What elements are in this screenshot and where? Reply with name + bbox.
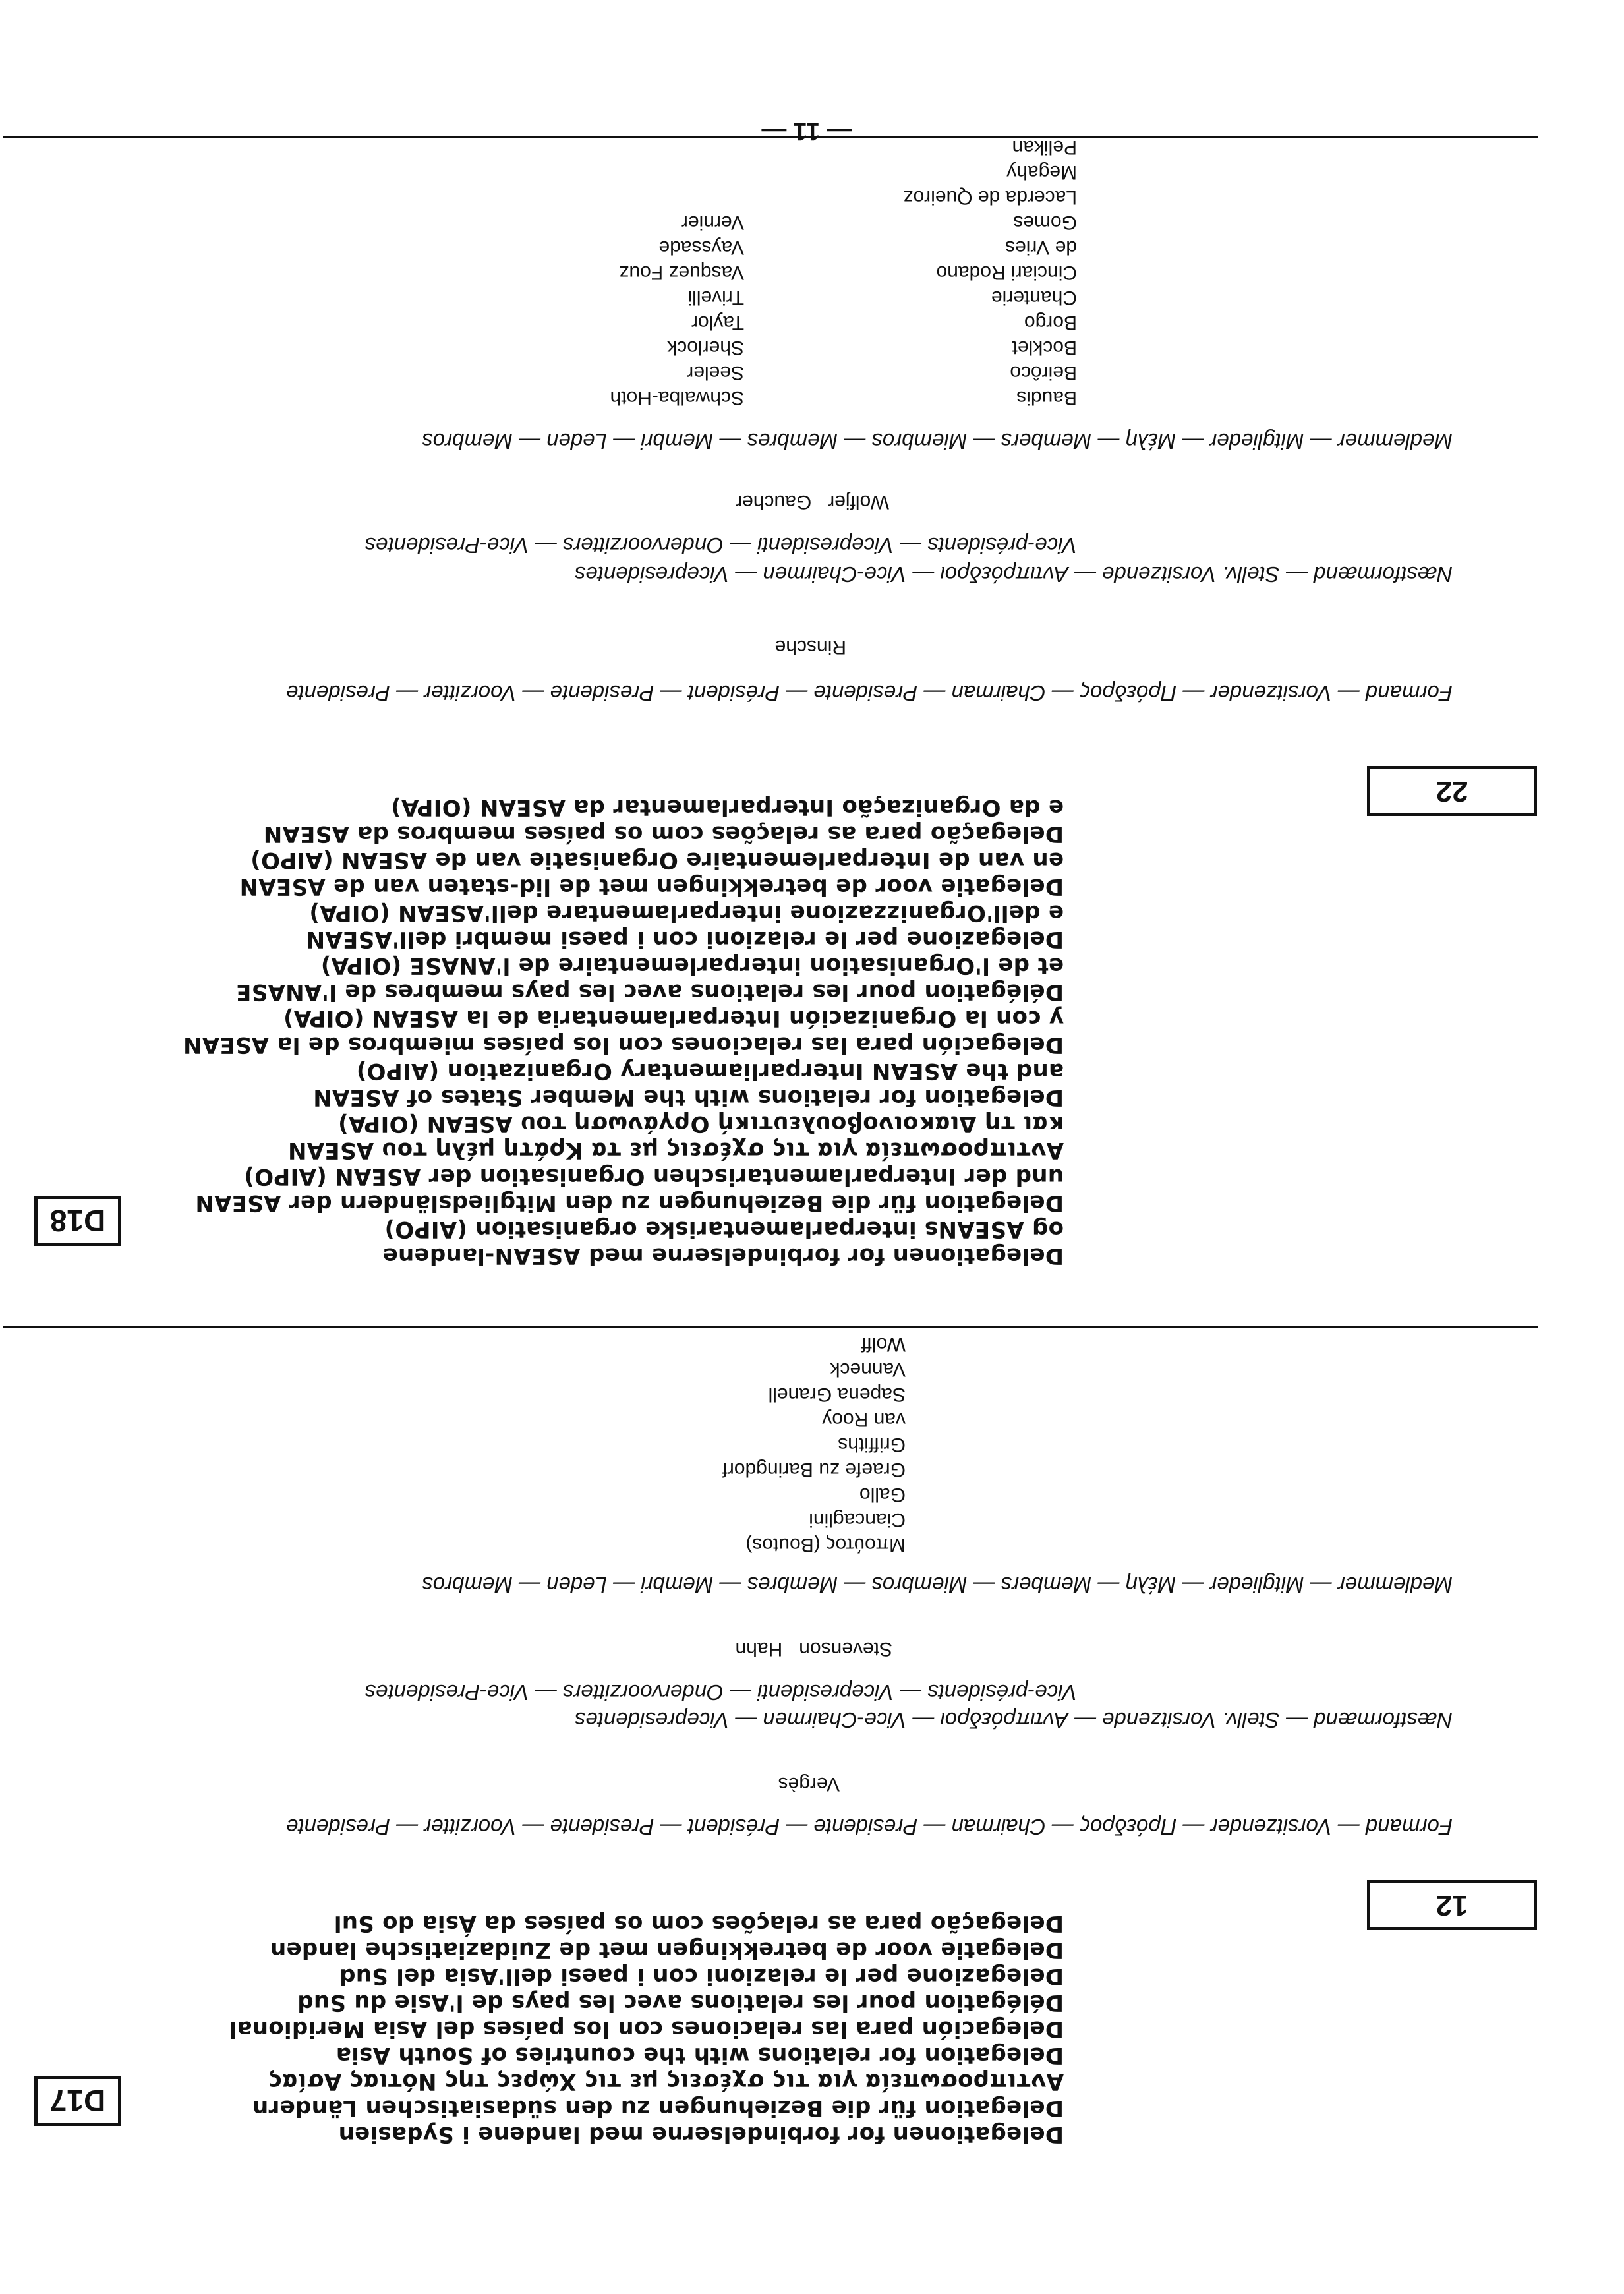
member-name: Schwalba-Hoth — [610, 387, 744, 409]
member-name: Pelikan — [1012, 136, 1077, 158]
title-line: Delegazione per le relazioni con i paesi dell'Asia del Sud — [339, 1963, 1064, 1989]
member-name: Gallo — [859, 1484, 906, 1506]
chair-name: Vergès — [778, 1773, 840, 1795]
member-name: Lacerda de Queiroz — [903, 187, 1077, 208]
title-line: Delegação para as relações com os países da Ásia do Sul — [334, 1910, 1064, 1937]
chair-label: Formand — Vorsitzender — Πρόεδρος — Chairman — Presidente — Président — Presidente — Voorzitter — Presidente — [286, 1815, 1453, 1839]
title-line: και τη Διακοινοβουλευτική Οργάνωση του ASEAN (OIPA) — [337, 1111, 1064, 1137]
member-name: Vanneck — [830, 1359, 906, 1380]
member-name: Griffiths — [838, 1434, 906, 1456]
title-line: Αντιπροσωπεία για τις σχέσεις με τα Κράτη μέλη του ASEAN — [287, 1137, 1064, 1163]
member-name: Sherlock — [667, 337, 744, 359]
title-line: Delegation for relations with the countries of South Asia — [335, 2042, 1064, 2069]
title-line: Delegatie voor de betrekkingen met de Zuidaziatische landen — [270, 1937, 1064, 1963]
title-line: Délégation pour les relations avec les pays de l'Asie du Sud — [297, 1989, 1064, 2016]
member-name: van Rooy — [822, 1409, 906, 1430]
members-label: Medlemmer — Mitglieder — Μέλη — Members — Miembros — Membres — Membri — Leden — Membros — [422, 1573, 1453, 1597]
delegation-code-d17: D17 — [34, 2076, 121, 2126]
member-name: Bocklet — [1012, 337, 1077, 359]
chair-name: Rinsche — [774, 636, 846, 658]
top-divider — [3, 136, 1538, 138]
title-line: Delegationen for forbindelserne med landene i Sydasien — [338, 2121, 1064, 2148]
delegation-code-d18: D18 — [34, 1196, 121, 1246]
title-line: y con la Organización Interparlamentaria de la ASEAN (OIPA) — [283, 1005, 1064, 1032]
title-line: und der Interparlamentarischen Organisation der ASEAN (AIPO) — [244, 1163, 1064, 1190]
member-name: Vayssade — [658, 237, 744, 258]
vice-chair-names: Stevenson Hahn — [735, 1638, 892, 1660]
title-line: e dell'Organizzazione interparlamentare dell'ASEAN (OIPA) — [309, 900, 1064, 926]
member-name: Wolff — [861, 1334, 906, 1355]
member-name: Borgo — [1024, 312, 1077, 334]
section-divider — [3, 1326, 1538, 1328]
title-line: et de l'Organisation interparlementaire de l'ANASE (OIPA) — [320, 953, 1064, 979]
member-name: Beirôco — [1010, 362, 1077, 384]
vice-chair-label-2: Vice-présidents — Vicepresidenti — Ondervoorzitters — Vice-Presidentes — [364, 533, 1077, 558]
member-name: Chanterie — [991, 287, 1077, 309]
members-label: Medlemmer — Mitglieder — Μέλη — Members — Miembros — Membres — Membri — Leden — Membros — [422, 429, 1453, 454]
member-name: Baudis — [1016, 387, 1077, 409]
title-line: Delegazione per le relazioni con i paesi membri dell'ASEAN — [306, 926, 1064, 953]
member-name: Μπούτος (Boutos) — [745, 1534, 906, 1556]
member-name: Ciancaglini — [809, 1509, 906, 1531]
vice-chair-label-2: Vice-présidents — Vicepresidenti — Ondervoorzitters — Vice-Presidentes — [364, 1680, 1077, 1705]
delegation-number-22: 22 — [1367, 766, 1537, 816]
member-name: de Vries — [1005, 237, 1077, 258]
member-name: Vernier — [681, 212, 744, 233]
title-line: e da Organização Interparlamentar da ASEAN (OIPA) — [390, 794, 1064, 821]
title-line: and the ASEAN Interparliamentary Organization (AIPO) — [356, 1058, 1064, 1084]
member-name: Vasquez Fouz — [619, 262, 744, 283]
members-list-left — [904, 134, 1078, 410]
title-line: og ASEANs interparlamentariske organisation (AIPO) — [384, 1216, 1064, 1243]
title-line: Délégation pour les relations avec les pays membres de l'ANASE — [235, 979, 1064, 1005]
members-list — [722, 1332, 906, 1557]
member-name: Taylor — [691, 312, 744, 334]
title-line: Delegación para las relaciones con los países miembros de la ASEAN — [183, 1032, 1064, 1058]
title-line: en van de Interparlementaire Organisatie van de ASEAN (AIPO) — [250, 847, 1064, 873]
delegation-title-d17 — [167, 1910, 1064, 2148]
members-list-right — [610, 210, 744, 410]
title-line: Delegación para las relaciones con los países del Asia Meridional — [229, 2016, 1064, 2042]
member-name: Graefe zu Baringdorf — [722, 1459, 906, 1481]
member-name: Megahy — [1006, 162, 1077, 183]
member-name: Sapena Granell — [768, 1384, 906, 1405]
member-name: Trivelli — [687, 287, 744, 309]
member-name: Cinciari Rodano — [936, 262, 1077, 283]
vice-chair-names: Wolfjer Gaucher — [736, 491, 889, 513]
member-name: Seeler — [687, 362, 744, 384]
vice-chair-label: Næstformænd — Stellv. Vorsitzende — Αντιπρόεδροι — Vice-Chairmen — Vicepresidentes — [574, 562, 1453, 587]
title-line: Delegation for relations with the Member States of ASEAN — [313, 1084, 1064, 1111]
delegation-title-d18 — [167, 794, 1064, 1269]
title-line: Delegation für die Beziehungen zu den südasiatischen Ländern — [252, 2095, 1064, 2121]
delegation-number-12: 12 — [1367, 1880, 1537, 1930]
title-line: Delegação para as relações com os países membros da ASEAN — [263, 821, 1064, 847]
page-number: — 11 — — [761, 117, 852, 145]
chair-label: Formand — Vorsitzender — Πρόεδρος — Chairman — Presidente — Président — Presidente — Voorzitter — Presidente — [286, 681, 1453, 705]
member-name: Gomes — [1013, 212, 1077, 233]
title-line: Delegationen for forbindelserne med ASEAN-landene — [382, 1243, 1064, 1269]
title-line: Delegation für die Beziehungen zu den Mitgliedsländern der ASEAN — [195, 1190, 1064, 1216]
vice-chair-label: Næstformænd — Stellv. Vorsitzende — Αντιπρόεδροι — Vice-Chairmen — Vicepresidentes — [574, 1708, 1453, 1732]
title-line: Αντιπροσωπεία για τις σχέσεις με τις Χώρες της Νότιας Ασίας — [268, 2069, 1064, 2095]
title-line: Delegatie voor de betrekkingen met de lid-staten van de ASEAN — [239, 873, 1064, 900]
